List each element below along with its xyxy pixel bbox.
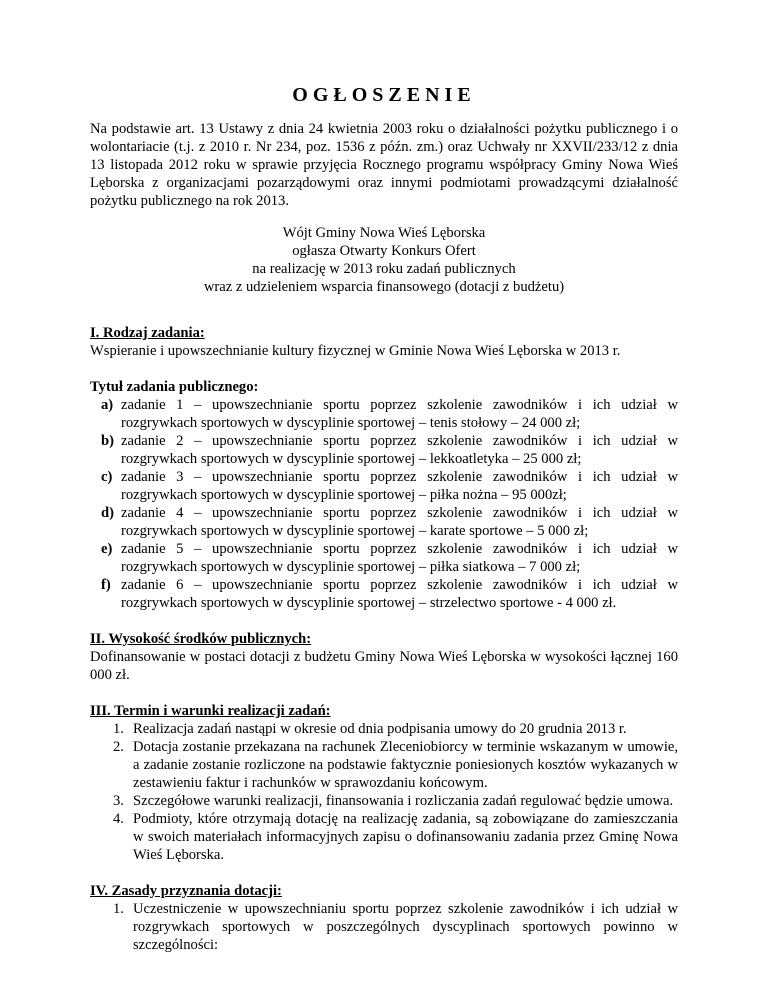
list-item (90, 468, 678, 504)
list-item (90, 396, 678, 432)
list-item-text: Dotacja zostanie przekazana na rachunek Zleceniobiorcy w terminie wskazanym w umowie, a zadanie zostanie rozliczone na podstawie faktycznie poniesionych kosztów wykazanych w zestawieniu faktur i rachunków w sprawozdaniu końcowym. (133, 739, 678, 791)
list-item (90, 792, 678, 810)
section-4-heading: IV. Zasady przyznania dotacji: (90, 883, 282, 899)
list-item-label: d) (101, 505, 114, 521)
list-item (90, 720, 678, 738)
task-list (90, 396, 678, 612)
section-3-heading: III. Termin i warunki realizacji zadań: (90, 703, 331, 719)
document-title: OGŁOSZENIE (292, 84, 476, 106)
list-item (90, 900, 678, 954)
list-item-label: f) (101, 577, 111, 593)
section-2-text: Dofinansowanie w postaci dotacji z budżetu Gminy Nowa Wieś Lęborska w wysokości łącznej 160 000 zł. (90, 649, 678, 683)
intro-paragraph: Na podstawie art. 13 Ustawy z dnia 24 kwietnia 2003 roku o działalności pożytku publicznego i o wolontariacie (t.j. z 2010 r. Nr 234, poz. 1536 z późn. zm.) oraz Uchwały nr XXVII/233/12 z dnia 13 listopada 2012 roku w sprawie przyjęcia Rocznego programu współpracy Gminy Nowa Wieś Lęborska z organizacjami pozarządowymi oraz innymi podmiotami prowadzącymi działalność pożytku publicznego na rok 2013. (90, 121, 678, 209)
intro-block (90, 120, 678, 210)
list-item-label: 3. (113, 793, 124, 809)
section-2-heading: II. Wysokość środków publicznych: (90, 631, 312, 647)
list-item (90, 504, 678, 540)
announcement-line: Wójt Gminy Nowa Wieś Lęborska (282, 225, 486, 241)
list-item (90, 738, 678, 792)
list-item-text: Szczegółowe warunki realizacji, finansowania i rozliczania zadań regulować będzie umowa. (133, 793, 674, 809)
list-item-text: Uczestniczenie w upowszechnianiu sportu poprzez szkolenie zawodników i ich udział w rozgrywkach sportowych w poszczególnych dyscyplinach sportowych powinno w szczególności: (133, 901, 678, 953)
announcement-line: wraz z udzieleniem wsparcia finansowego (dotacji z budżetu) (203, 279, 565, 295)
list-item-label: 2. (113, 739, 124, 755)
list-item-label: b) (101, 433, 114, 449)
rules-list (90, 900, 678, 954)
conditions-list (90, 720, 678, 864)
list-item-text: Podmioty, które otrzymają dotację na realizację zadania, są zobowiązane do zamieszczania w swoich materiałach informacyjnych zapisu o dofinansowaniu zadania przez Gminę Nowa Wieś Lęborska. (133, 811, 678, 863)
list-item-text: Realizacja zadań nastąpi w okresie od dnia podpisania umowy do 20 grudnia 2013 r. (133, 721, 627, 737)
section-1-text: Wspieranie i upowszechnianie kultury fizycznej w Gminie Nowa Wieś Lęborska w 2013 r. (90, 343, 621, 359)
list-item-label: e) (101, 541, 113, 557)
announcement-line: ogłasza Otwarty Konkurs Ofert (292, 243, 476, 259)
list-item-text: zadanie 5 – upowszechnianie sportu poprzez szkolenie zawodników i ich udział w rozgrywkach sportowych w dyscyplinie sportowej – piłka siatkowa – 7 000 zł; (121, 541, 678, 575)
list-item-label: 4. (113, 811, 124, 827)
list-item-text: zadanie 2 – upowszechnianie sportu poprzez szkolenie zawodników i ich udział w rozgrywkach sportowych w dyscyplinie sportowej – lekkoatletyka – 25 000 zł; (121, 433, 678, 467)
announcement-block (90, 224, 678, 296)
list-item (90, 810, 678, 864)
list-item-text: zadanie 1 – upowszechnianie sportu poprzez szkolenie zawodników i ich udział w rozgrywkach sportowych w dyscyplinie sportowej – tenis stołowy – 24 000 zł; (121, 397, 678, 431)
announcement-line: na realizację w 2013 roku zadań publicznych (252, 261, 516, 277)
list-item-label: 1. (113, 901, 124, 917)
list-item (90, 576, 678, 612)
list-item-text: zadanie 4 – upowszechnianie sportu poprzez szkolenie zawodników i ich udział w rozgrywkach sportowych w dyscyplinie sportowej – karate sportowe – 5 000 zł; (121, 505, 678, 539)
list-item-label: 1. (113, 721, 124, 737)
list-item-label: c) (101, 469, 113, 485)
section-1-heading: I. Rodzaj zadania: (90, 325, 205, 341)
list-item-text: zadanie 6 – upowszechnianie sportu poprzez szkolenie zawodników i ich udział w rozgrywkach sportowych w dyscyplinie sportowej – strzelectwo sportowe - 4 000 zł. (121, 577, 678, 611)
list-item-text: zadanie 3 – upowszechnianie sportu poprzez szkolenie zawodników i ich udział w rozgrywkach sportowych w dyscyplinie sportowej – piłka nożna – 95 000zł; (121, 469, 678, 503)
list-item (90, 432, 678, 468)
section-1-subheading: Tytuł zadania publicznego: (90, 379, 259, 395)
list-item (90, 540, 678, 576)
list-item-label: a) (101, 397, 114, 413)
